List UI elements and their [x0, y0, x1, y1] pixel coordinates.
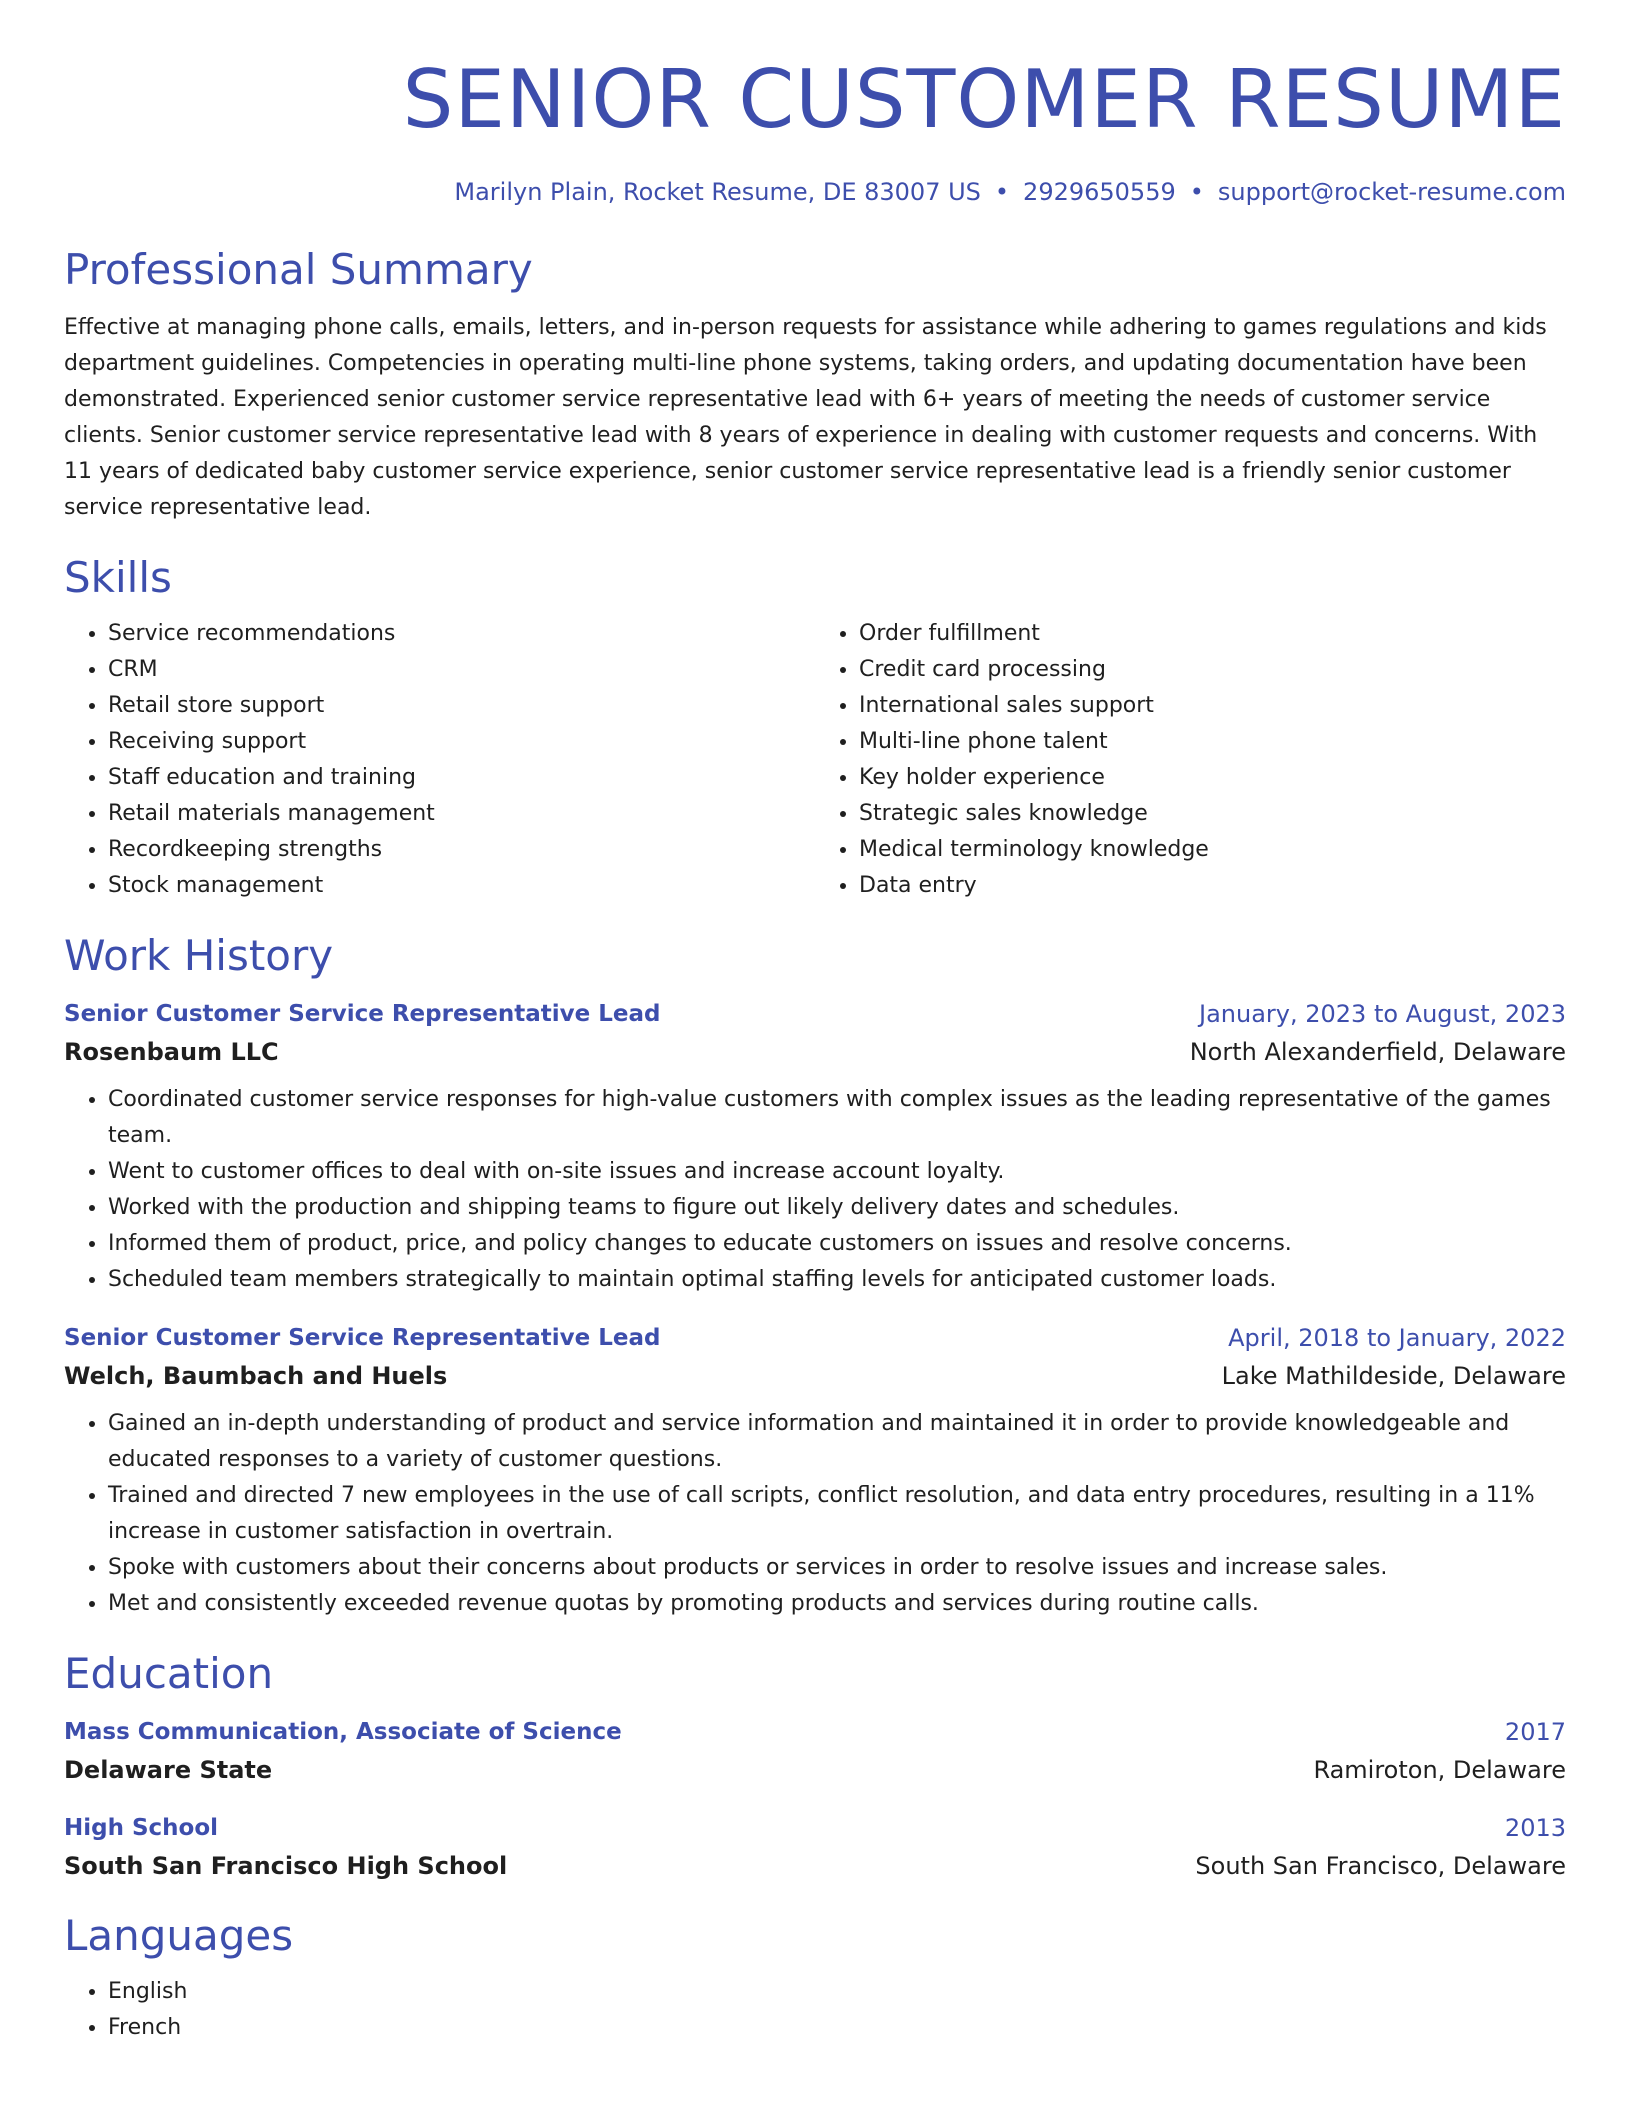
- separator-dot: •: [1189, 178, 1204, 206]
- job-title: Senior Customer Service Representative Lead: [64, 1001, 661, 1027]
- skills-column-left: [64, 616, 815, 904]
- job-bullet: • Coordinated customer service responses for high-value customers with complex issues as the leading representative of the games team.: [108, 1082, 1566, 1154]
- skill-item: • Credit card processing: [859, 652, 1566, 688]
- job-dates: January, 2023 to August, 2023: [1199, 1000, 1566, 1028]
- languages-heading: Languages: [64, 1911, 294, 1960]
- skill-item: • Stock management: [108, 868, 815, 904]
- company-name: Welch, Baumbach and Huels: [64, 1362, 448, 1390]
- job-title: Senior Customer Service Representative Lead: [64, 1325, 661, 1351]
- skills-list: [64, 616, 1566, 904]
- job-entry: [64, 1320, 1566, 1622]
- language-item: • English: [108, 1974, 1566, 2010]
- job-dates: April, 2018 to January, 2022: [1228, 1324, 1566, 1352]
- school-name: Delaware State: [64, 1756, 273, 1784]
- skill-item: • Retail store support: [108, 688, 815, 724]
- job-bullet: • Met and consistently exceeded revenue quotas by promoting products and services during routine calls.: [108, 1586, 1566, 1622]
- phone: 2929650559: [1023, 178, 1176, 206]
- job-bullet: • Worked with the production and shipping teams to figure out likely delivery dates and schedules.: [108, 1190, 1566, 1226]
- skill-item: • International sales support: [859, 688, 1566, 724]
- skill-item: • Strategic sales knowledge: [859, 796, 1566, 832]
- skill-item: • Retail materials management: [108, 796, 815, 832]
- degree: High School: [64, 1815, 219, 1841]
- languages-list: [64, 1974, 1566, 2046]
- summary-heading: Professional Summary: [64, 245, 533, 294]
- school-location: Ramiroton, Delaware: [1313, 1756, 1566, 1784]
- job-entry: [64, 996, 1566, 1298]
- skill-item: • Key holder experience: [859, 760, 1566, 796]
- job-bullets: [64, 1082, 1566, 1298]
- address: Marilyn Plain, Rocket Resume, DE 83007 US: [454, 178, 981, 206]
- resume-page: [64, 52, 1566, 2046]
- skill-item: • Data entry: [859, 868, 1566, 904]
- skill-item: • CRM: [108, 652, 815, 688]
- job-bullet: • Went to customer offices to deal with on-site issues and increase account loyalty.: [108, 1154, 1566, 1190]
- graduation-year: 2013: [1504, 1814, 1566, 1842]
- email-link[interactable]: support@rocket-resume.com: [1217, 178, 1566, 206]
- skill-item: • Multi-line phone talent: [859, 724, 1566, 760]
- summary-text: Effective at managing phone calls, emails, letters, and in-person requests for assistance while adhering to games regulations and kids department guidelines. Competencies in operating multi-line phone systems, taking orders, and updating documentation have been demonstrated. Experienced senior customer service representative lead with 6+ years of meeting the needs of customer service clients. Senior customer service representative lead with 8 years of experience in dealing with customer requests and concerns. With 11 years of dedicated baby customer service experience, senior customer service representative lead is a friendly senior customer service representative lead.: [64, 315, 1547, 520]
- contact-line: [64, 176, 1566, 208]
- job-bullet: • Informed them of product, price, and policy changes to educate customers on issues and resolve concerns.: [108, 1226, 1566, 1262]
- separator-dot: •: [994, 178, 1010, 206]
- job-bullet: • Scheduled team members strategically to maintain optimal staffing levels for anticipated customer loads.: [108, 1262, 1566, 1298]
- education-heading: Education: [64, 1649, 274, 1698]
- graduation-year: 2017: [1504, 1718, 1566, 1746]
- skill-item: • Recordkeeping strengths: [108, 832, 815, 868]
- skills-heading: Skills: [64, 553, 172, 602]
- skill-item: • Medical terminology knowledge: [859, 832, 1566, 868]
- job-bullet: • Trained and directed 7 new employees in the use of call scripts, conflict resolution, and data entry procedures, resulting in a 11% increase in customer satisfaction in overtrain.: [108, 1478, 1566, 1550]
- school-location: South San Francisco, Delaware: [1195, 1852, 1566, 1880]
- job-location: North Alexanderfield, Delaware: [1189, 1038, 1566, 1066]
- company-name: Rosenbaum LLC: [64, 1038, 279, 1066]
- education-entry: [64, 1810, 1566, 1884]
- job-bullet: • Gained an in-depth understanding of product and service information and maintained it in order to provide knowledgeable and educated responses to a variety of customer questions.: [108, 1406, 1566, 1478]
- job-location: Lake Mathildeside, Delaware: [1221, 1362, 1566, 1390]
- degree: Mass Communication, Associate of Science: [64, 1719, 622, 1745]
- resume-title: SENIOR CUSTOMER RESUME: [402, 53, 1566, 146]
- education-entry: [64, 1714, 1566, 1788]
- job-bullets: [64, 1406, 1566, 1622]
- skills-column-right: [815, 616, 1566, 904]
- work-history-heading: Work History: [64, 931, 334, 980]
- skill-item: • Order fulfillment: [859, 616, 1566, 652]
- school-name: South San Francisco High School: [64, 1852, 508, 1880]
- skill-item: • Staff education and training: [108, 760, 815, 796]
- skill-item: • Service recommendations: [108, 616, 815, 652]
- skill-item: • Receiving support: [108, 724, 815, 760]
- language-item: • French: [108, 2010, 1566, 2046]
- job-bullet: • Spoke with customers about their concerns about products or services in order to resolve issues and increase sales.: [108, 1550, 1566, 1586]
